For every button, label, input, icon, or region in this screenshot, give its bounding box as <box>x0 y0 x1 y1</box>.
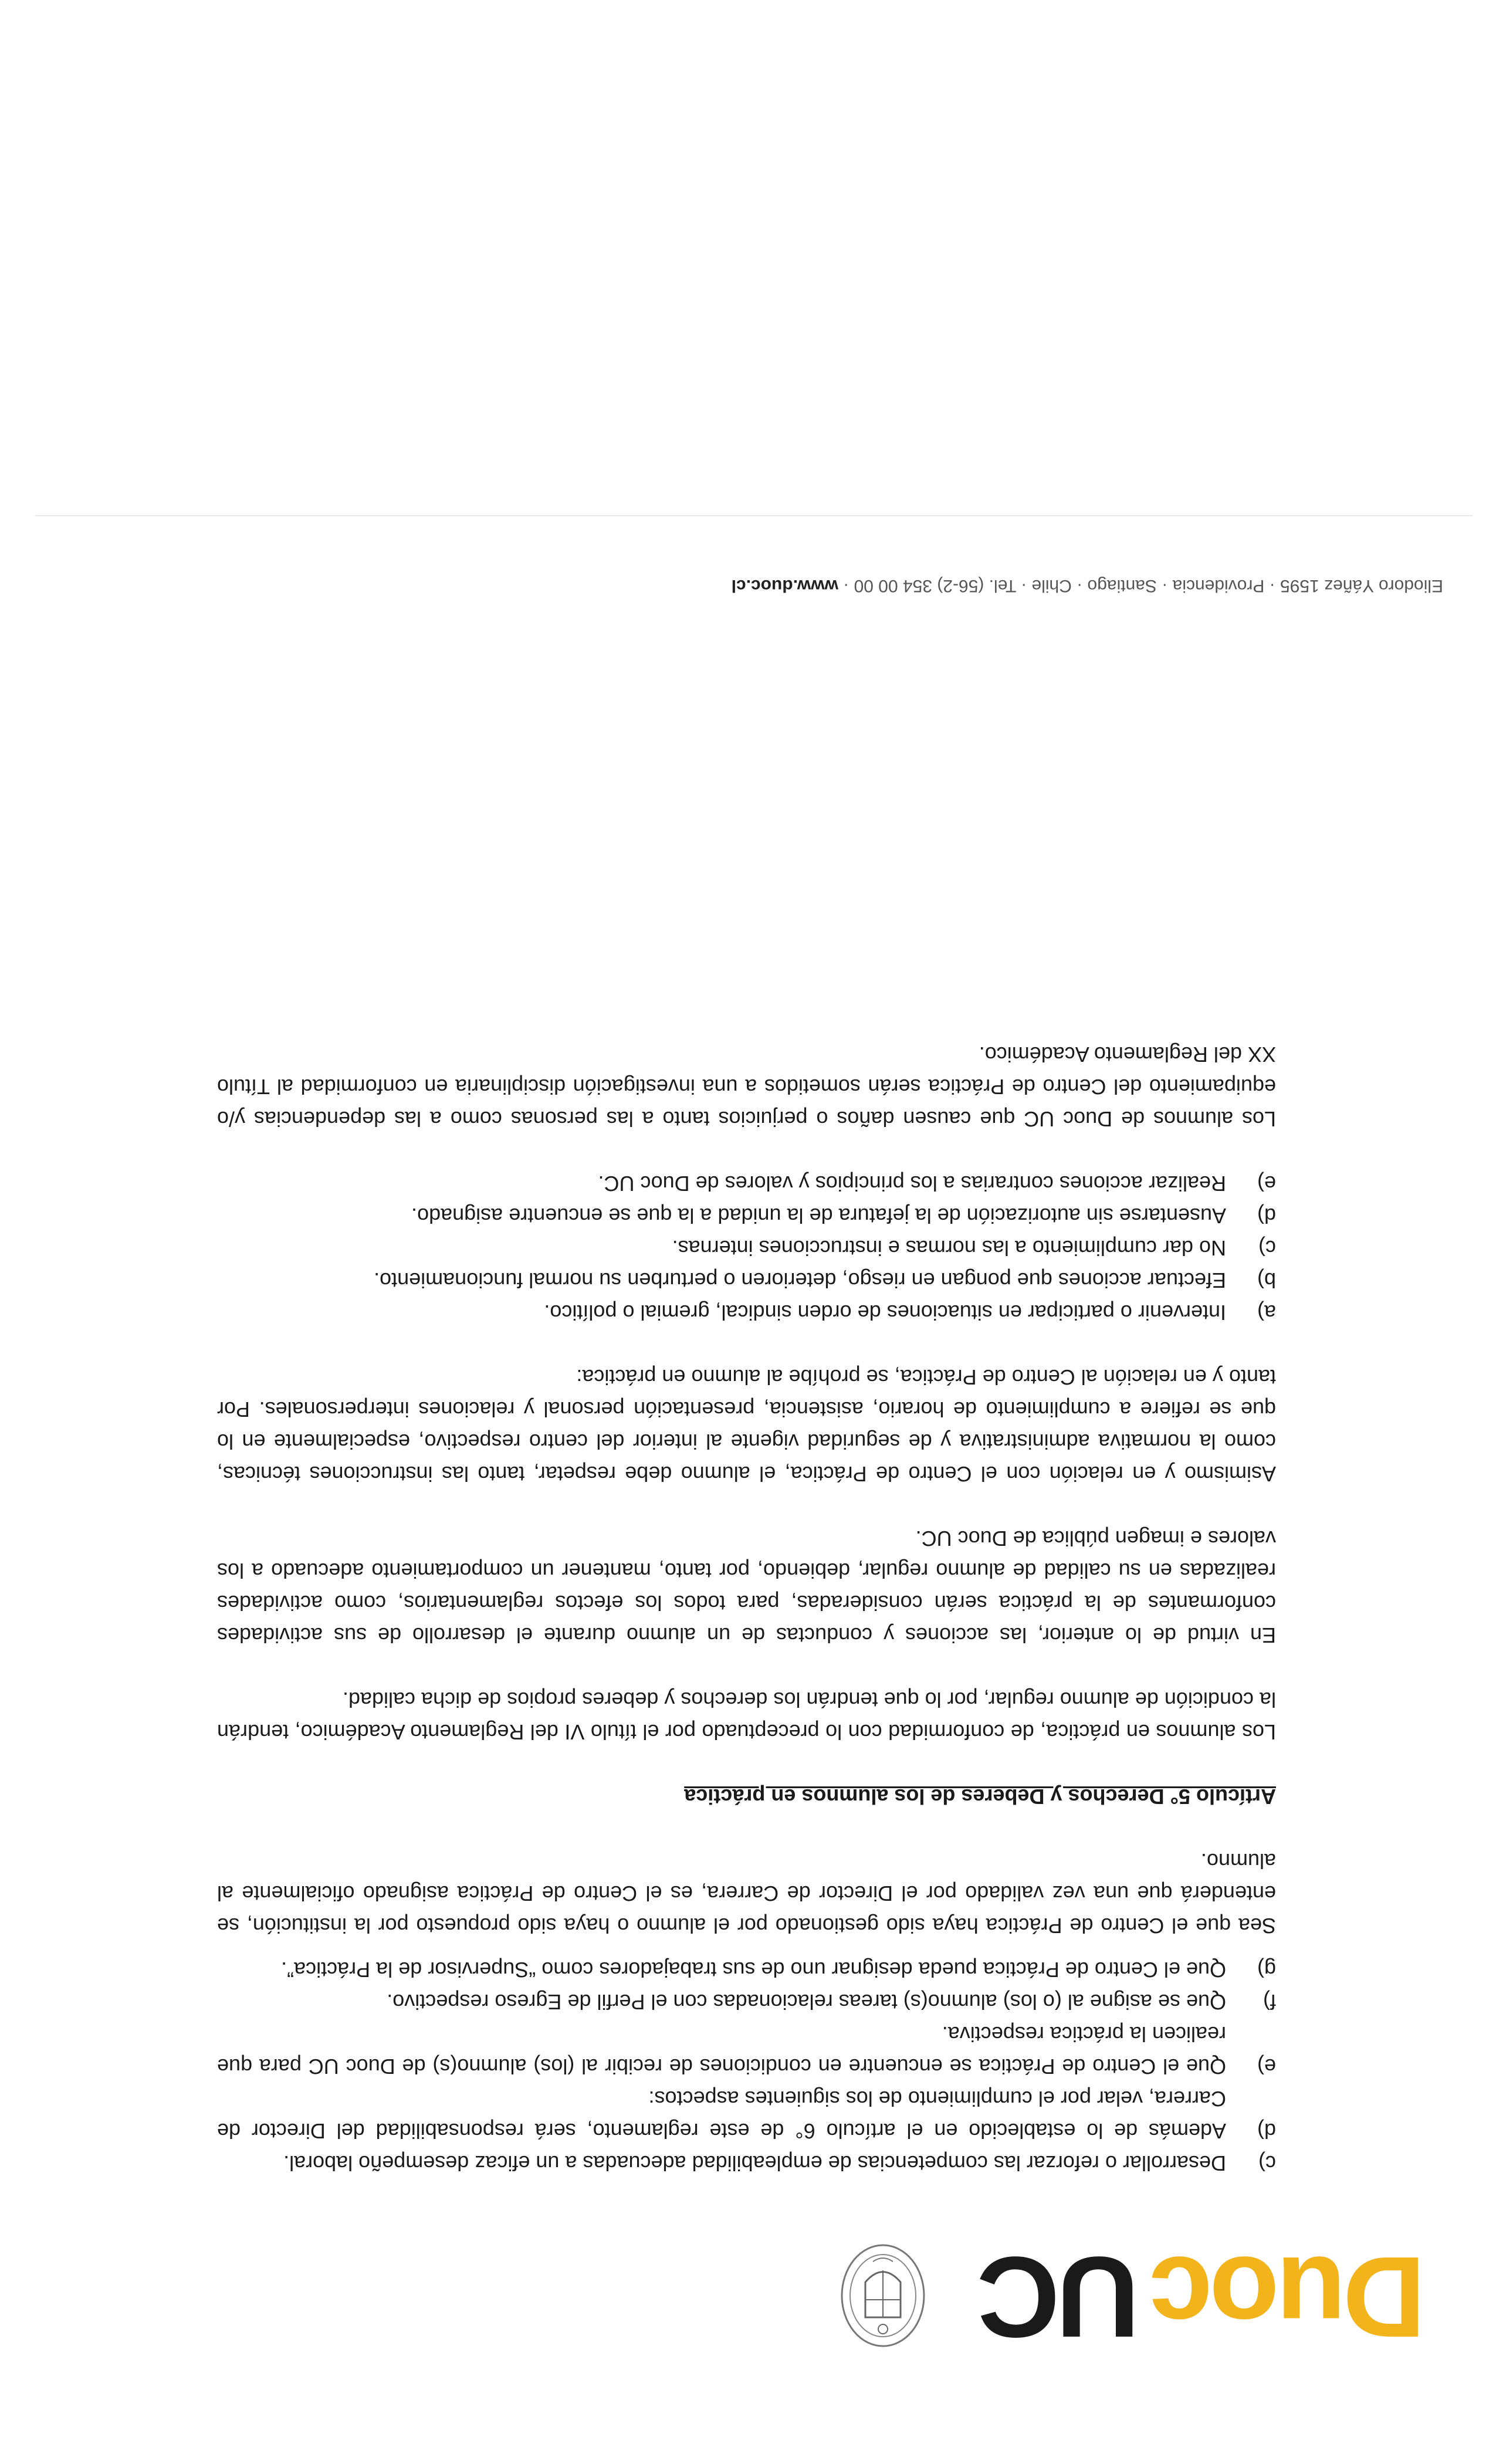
list-text: Que el Centro de Práctica pueda designar uno de sus trabajadores como “Supervisor de la Práctica”. <box>281 1958 1226 1982</box>
paragraph: En virtud de lo anterior, las acciones y conductas de un alumno durante el desarrollo de sus actividades conformantes de la práctica serán consideradas, para todos los efectos reglamentarios, como actividades realizadas en su calidad de alumno regular, debiendo, por tanto, mantener un comportamiento adecuado a los valores e imagen pública de Duoc UC. <box>217 1527 1276 1647</box>
footer-website: www.duoc.cl <box>731 576 838 595</box>
list-text: Que el Centro de Práctica se encuentre en condiciones de recibir al (los) alumno(s) de Duoc UC para que realicen la práctica respectiva. <box>217 2022 1226 2079</box>
list-item <box>217 2147 1276 2179</box>
spacer <box>217 1813 1276 1845</box>
list-item <box>217 2083 1276 2147</box>
list-item <box>217 1986 1276 2018</box>
list-item <box>217 1264 1276 1297</box>
list-marker: b) <box>1257 1268 1276 1292</box>
list-marker: f) <box>1263 1990 1276 2014</box>
logo-word-duoc: Duoc <box>1152 2233 1426 2361</box>
spacer <box>217 1329 1276 1361</box>
list-item <box>217 1954 1276 1986</box>
spacer <box>217 1490 1276 1522</box>
list-item <box>217 1297 1276 1329</box>
list-marker: e) <box>1257 2055 1276 2079</box>
list-marker: c) <box>1258 1236 1276 1260</box>
list-marker: d) <box>1257 1204 1276 1228</box>
list-marker: a) <box>1257 1301 1276 1325</box>
duoc-uc-logo <box>980 2233 1426 2361</box>
list-marker: e) <box>1257 1172 1276 1196</box>
list-text: Desarrollar o reforzar las competencias de empleabilidad adecuadas a un eficaz desempeño laboral. <box>283 2151 1226 2175</box>
list-text: Ausentarse sin autorización de la jefatura de la unidad a la que se encuentre asignado. <box>411 1204 1226 1228</box>
list-marker: d) <box>1257 2119 1276 2143</box>
list-text: Además de lo establecido en el artículo 6° de este reglamento, será responsabilidad del Director de Carrera, velar por el cumplimiento de los siguientes aspectos: <box>217 2087 1226 2143</box>
paragraph-centro-practica: Sea que el Centro de Práctica haya sido gestionado por el alumno o haya sido propuesto por la institución, se entenderá que una vez validado por el Director de Carrera, es el Centro de Práctica asignado oficialmente al alumno. <box>217 1849 1276 1938</box>
list-text: Efectuar acciones que pongan en riesgo, deterioren o perturben su normal funcionamiento. <box>374 1268 1226 1292</box>
logo-word-uc: UC <box>980 2233 1139 2361</box>
list-marker: g) <box>1257 1958 1276 1982</box>
list-item <box>217 2018 1276 2083</box>
list-text: Que se asigne al (o los) alumno(s) tareas relacionadas con el Perfil de Egreso respectivo. <box>387 1990 1226 2014</box>
list-item <box>217 1200 1276 1232</box>
aspects-list <box>217 1954 1276 2179</box>
spacer <box>217 1942 1276 1954</box>
page-footer <box>387 576 1443 595</box>
list-text: No dar cumplimiento a las normas e instrucciones internas. <box>672 1236 1226 1260</box>
paragraph: Asimismo y en relación con el Centro de Práctica, el alumno debe respetar, tanto las instrucciones técnicas, como la normativa administrativa y de seguridad vigente al interior del centro respectivo, especialmente en lo que se refiere a cumplimiento de horario, asistencia, presentación personal y relaciones interpersonales. Por tanto y en relación al Centro de Práctica, se prohíbe al alumno en práctica: <box>217 1365 1276 1486</box>
paragraph: Los alumnos en práctica, de conformidad con lo preceptuado por el título VI del Reglamento Académico, tendrán la condición de alumno regular, por lo que tendrán los derechos y deberes propios de dicha calidad. <box>217 1688 1276 1744</box>
list-text: Intervenir o participar en situaciones de orden sindical, gremial o político. <box>544 1301 1226 1325</box>
letterhead <box>135 2233 1426 2361</box>
list-marker: c) <box>1258 2151 1276 2175</box>
paragraph: Los alumnos de Duoc UC que causen daños o perjuicios tanto a las personas como a las dependencias y/o equipamiento del Centro de Práctica serán sometidos a una investigación disciplinaria en conformidad al Título XX del Reglamento Académico. <box>217 1043 1276 1131</box>
document-body <box>217 1038 1276 2179</box>
prohibitions-list <box>217 1167 1276 1329</box>
spacer <box>217 1135 1276 1167</box>
footer-address: Eliodoro Yáñez 1595 · Providencia · Santiago · Chile · Tel. (56-2) 354 00 00 · <box>838 576 1443 595</box>
section-heading: Artículo 5° Derechos y Deberes de los alumnos en práctica <box>684 1785 1276 1809</box>
list-item <box>217 1167 1276 1200</box>
university-seal-icon <box>839 2241 927 2350</box>
list-item <box>217 1232 1276 1264</box>
spacer <box>217 1651 1276 1684</box>
list-text: Realizar acciones contrarias a los principios y valores de Duoc UC. <box>598 1172 1226 1196</box>
spacer <box>217 1748 1276 1781</box>
scan-edge-line <box>35 515 1473 516</box>
